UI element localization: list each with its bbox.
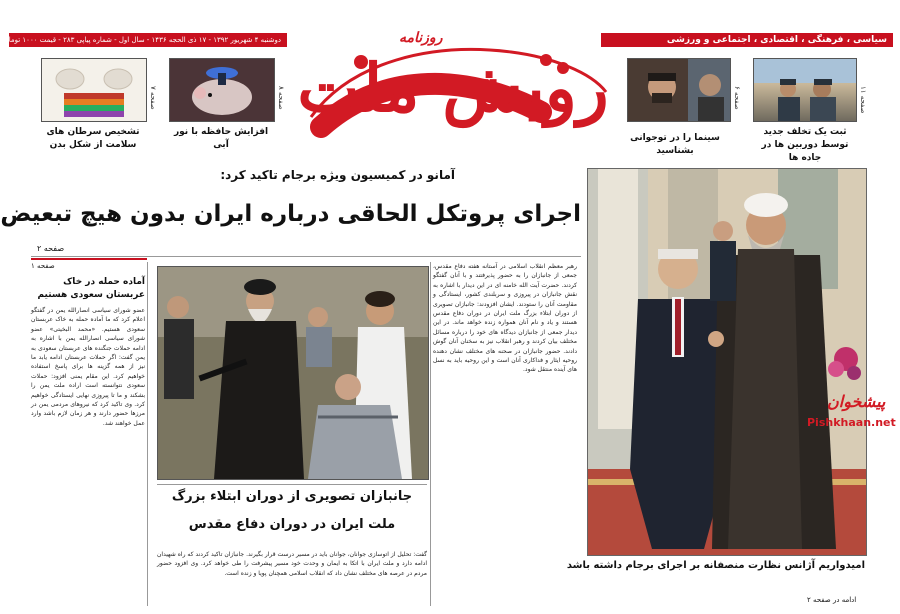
watermark-brand: پیشخوان	[827, 392, 886, 411]
teaser-photo-food[interactable]	[41, 58, 147, 122]
sidebar-tag-icon	[31, 258, 147, 260]
main-photo-ref: ادامه در صفحه ۲	[807, 596, 857, 604]
teaser-caption-food[interactable]: تشخیص سرطان های سلامت از شکل بدن	[46, 127, 140, 150]
column-rule-1	[430, 262, 431, 606]
main-photo[interactable]	[587, 168, 867, 556]
sidebar-body-text: عضو شورای سیاسی انصارالله یمن در گفتگو اعلام کرد که ما آماده حمله به خاک عربستان سعودی هستیم. «محمد البخیتی» عضو شورای سیاسی انصارالله یمن با اشاره به ادامه حملات جنگنده های عربستان سعودی به یمن گفت: اگر حملات عربستان ادامه یابد ما نیز از همه گزینه ها برای پاسخ استفاده خواهیم کرد. این مقام یمنی افزود: حملات سعودی نتوانسته است اراده ملت یمن را بشکند و ما تا پیروزی نهایی ایستادگی خواهیم کرد. وی تاکید کرد که نیروهای مردمی یمن در مرزها حضور دارند و هر زمان لازم باشد وارد عمل خواهند شد.	[31, 307, 145, 427]
teaser-caption-mouse[interactable]: افزایش حافظه با نور آبی	[173, 127, 269, 150]
lead-headline[interactable]: اجرای پروتکل الحاقی درباره ایران بدون هیچ تبعیض	[0, 201, 581, 227]
story2-photo[interactable]	[157, 266, 429, 480]
story2-rule	[157, 484, 427, 485]
lead-body-text: رهبر معظم انقلاب اسلامی در آستانه هفته دفاع مقدس، جمعی از جانبازان را به حضور پذیرفتند و با آنان گفتگو کردند. حضرت آیت الله خامنه ای در این دیدار با اشاره به نقش جانبازان در پیروزی و سربلندی کشور، ایستادگی و مقاومت آنان را ستودند. ایشان افزودند: جانبازان تصویری از دوران ابتلاء بزرگ ملت ایران در دوران دفاع مقدس هستند و یاد و نام آنان همواره زنده خواهد ماند. در این دیدار جمعی از جانبازان دیدگاه های خود را درباره مسائل مختلف بیان کردند و رهبر انقلاب نیز به سخنان آنان گوش دادند. حضور جانبازان در صحنه های مختلف نشان دهنده روحیه ایثار و فداکاری آنان است و این روحیه باید به نسل های آینده منتقل شود.	[433, 263, 577, 374]
teaser-page-mouse: صفحه ۸	[277, 86, 285, 110]
teaser-photo-cinema[interactable]	[627, 58, 731, 122]
sidebar-headline[interactable]: آماده حمله در خاک عربستان سعودی هستیم	[37, 277, 145, 300]
lead-kicker: آمانو در کمیسیون ویژه برجام تاکید کرد:	[220, 168, 455, 182]
story2-body-text: گفت: تحلیل از اتوسازی جوانان، جوانان باید در مسیر درست قرار بگیرند. جانبازان تاکید کردند که راه شهیدان ادامه دارد و ملت ایران با اتکا به ایمان و وحدت خود مسیر پیشرفت را طی خواهد کرد. وی افزود حضور مردم در عرصه های مختلف نشان داد که انقلاب اسلامی همچنان پویا و زنده است.	[157, 551, 427, 577]
teaser-page-cinema: صفحه ۶	[733, 86, 741, 110]
masthead[interactable]	[291, 22, 616, 152]
teaser-caption-police[interactable]: ثبت یک تخلف جدید توسط دوربین ها در جاده ها	[761, 127, 849, 163]
sidebar-page-ref: صفحه ۱	[31, 262, 55, 270]
issue-info-strip: دوشنبه ۴ شهریور ۱۳۹۲ - ۱۷ ذی الحجه ۱۴۳۶ - سال اول - شماره پیاپی ۲۸۳ - قیمت ۱۰۰۰ تومان	[9, 33, 287, 47]
watermark-url: Pishkhaan.net	[807, 416, 896, 429]
teaser-photo-police[interactable]	[753, 58, 857, 122]
section-strip-right: سیاسی ، فرهنگی ، اقتصادی ، اجتماعی و ورزشی	[601, 33, 893, 47]
masthead-title: رویش ملت	[297, 49, 609, 127]
masthead-small-label: روزنامه	[399, 30, 443, 46]
sidebar-rule	[147, 262, 148, 606]
story2-headline-line2[interactable]: ملت ایران در دوران دفاع مقدس	[188, 517, 396, 532]
lead-page-ref: صفحه ۲	[37, 244, 65, 253]
teaser-page-police: صفحه ۱۱	[859, 86, 867, 114]
teaser-photo-mouse[interactable]	[169, 58, 275, 122]
teaser-caption-cinema[interactable]: سینما را در توجوانی بشناسید	[630, 133, 720, 156]
story2-headline-line1[interactable]: جانبازان تصویری از دوران ابتلاء بزرگ	[171, 489, 413, 504]
lead-divider	[31, 256, 581, 257]
teaser-page-food: صفحه ۷	[149, 86, 157, 110]
main-photo-caption[interactable]: امیدواریم آژانس نظارت منصفانه بر اجرای برجام داشته باشد	[566, 560, 865, 571]
